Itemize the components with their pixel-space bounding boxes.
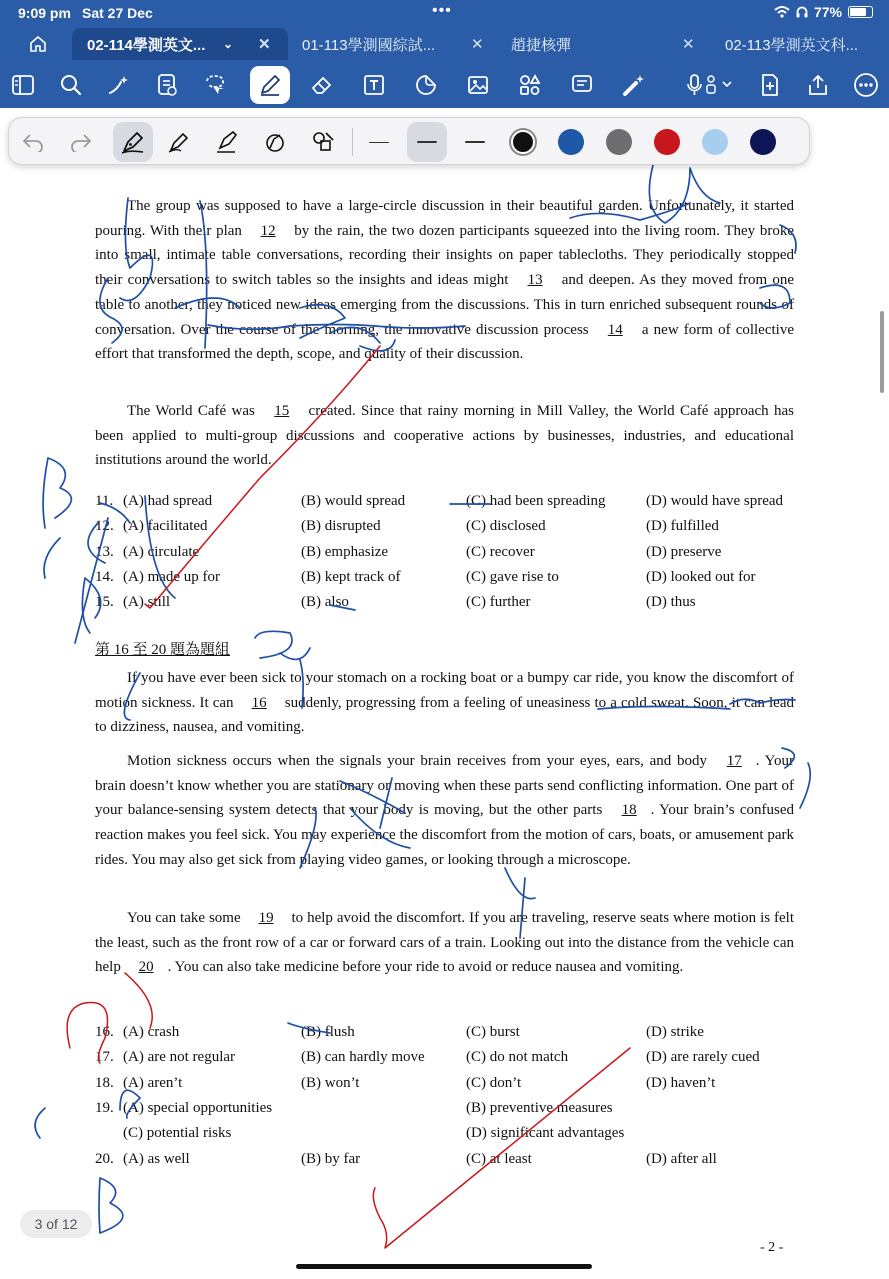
option-d: (D) would have spread (646, 493, 784, 509)
option-d: (D) haven’t (646, 1074, 716, 1091)
option-b: (B) kept track of (301, 568, 401, 585)
question-number: 14. (95, 568, 114, 585)
option-b: (B) also (301, 594, 349, 611)
passage-paragraph (95, 399, 794, 473)
option-c: (C) do not match (466, 1049, 569, 1066)
sticker-button[interactable] (406, 66, 446, 104)
battery-percent: 77% (813, 4, 842, 20)
passage-paragraph (95, 749, 794, 873)
answer-blank: 20 (138, 959, 154, 976)
option-a: (A) special opportunities (123, 1100, 273, 1116)
share-icon (806, 73, 830, 97)
option-d: (D) after all (646, 1151, 717, 1167)
status-indicators (774, 4, 873, 20)
comment-button[interactable] (562, 66, 602, 104)
tab-close-icon[interactable]: ✕ (471, 36, 484, 53)
option-b: (B) won’t (301, 1074, 360, 1091)
answer-blank: 16 (251, 694, 267, 711)
fountain-pen-button[interactable] (113, 122, 153, 162)
wifi-icon (774, 6, 790, 18)
question-row (95, 1100, 795, 1122)
fountain-pen-icon (121, 130, 145, 154)
question-number: 19. (95, 1100, 114, 1116)
textbox-button[interactable] (354, 66, 394, 104)
headphones-icon (796, 6, 808, 18)
lasso-button[interactable] (195, 66, 235, 104)
page-number: - 2 - (760, 1240, 784, 1255)
question-number: 20. (95, 1151, 114, 1167)
tab-3[interactable] (498, 28, 706, 60)
color-swatch[interactable] (503, 122, 543, 162)
magic-icon (107, 74, 131, 96)
color-swatch[interactable] (599, 122, 639, 162)
option-c: (C) recover (466, 543, 535, 560)
option-a: (A) circulate (123, 543, 200, 560)
image-icon (466, 73, 490, 97)
search-icon (60, 74, 82, 96)
shape-pen-button[interactable] (255, 122, 295, 162)
share-button[interactable] (798, 66, 838, 104)
option-c: (C) don’t (466, 1074, 522, 1091)
undo-button[interactable] (13, 122, 53, 162)
option-c: (C) burst (466, 1024, 520, 1040)
question-row (95, 493, 795, 515)
search-button[interactable] (51, 66, 91, 104)
more-button[interactable] (846, 66, 886, 104)
thick-line-icon (465, 141, 485, 143)
option-c: (C) disclosed (466, 518, 546, 535)
shape-fill-button[interactable] (303, 122, 343, 162)
chevron-down-icon[interactable]: ⌄ (223, 37, 234, 51)
question-row (95, 1049, 795, 1071)
option-b: (B) preventive measures (466, 1100, 613, 1116)
tab-2[interactable] (290, 28, 496, 60)
swatch-red (654, 129, 680, 155)
option-d: (D) looked out for (646, 568, 756, 585)
ai-button[interactable] (99, 66, 139, 104)
answer-blank: 15 (274, 403, 290, 419)
lasso-icon (203, 73, 227, 97)
passage-text: a new form of collective effort that transformed the depth, scope, and quality of their discussion. (95, 321, 794, 363)
passage-text: The group was supposed to have a large-circle discussion in their beautiful garden. Unfortunately, it started pouring. With their plan (95, 198, 794, 239)
option-c: (C) further (466, 594, 531, 611)
add-page-button[interactable] (750, 66, 790, 104)
question-row (95, 1024, 795, 1046)
question-row (95, 1075, 795, 1097)
status-date: Sat 27 Dec (82, 5, 153, 21)
shape-recognition-icon (263, 130, 287, 154)
passage-text: . Your brain’s confused reaction makes you feel sick. You may experience the discomfort from the motion of cars, boats, or amusement park rides. You may also get sick from playing video games, or looking through a microscope. (95, 802, 794, 868)
option-b: (B) flush (301, 1024, 355, 1040)
answer-blank: 18 (621, 802, 637, 819)
brush-pen-icon (215, 130, 239, 154)
option-a: (A) facilitated (123, 518, 208, 535)
palette-divider (352, 128, 353, 156)
ball-pen-icon (167, 130, 191, 154)
battery-icon (848, 6, 873, 18)
add-page-icon (758, 73, 782, 97)
option-a: (A) aren’t (123, 1074, 183, 1091)
question-number: 18. (95, 1074, 114, 1091)
question-row (95, 594, 795, 616)
option-c: (C) potential risks (123, 1125, 232, 1141)
passage-text: Motion sickness occurs when the signals your brain receives from your eyes, ears, and body (127, 753, 713, 769)
answer-blank: 12 (260, 222, 276, 239)
question-row (95, 1125, 795, 1147)
option-b: (B) disrupted (301, 518, 381, 535)
option-b: (B) would spread (301, 493, 406, 509)
question-row (95, 1151, 795, 1173)
option-d: (D) strike (646, 1024, 704, 1040)
tab-label: 趙捷核彈 (511, 36, 572, 54)
more-icon (853, 72, 879, 98)
note-button[interactable] (147, 66, 187, 104)
pen-palette (8, 117, 810, 165)
sidebar-button[interactable] (3, 66, 43, 104)
passage-text: to help avoid the discomfort. If you are traveling, reserve seats where motion is felt the least, such as the front row of a car or forward cars of a train. Looking out into the distance from the vehicle can help (95, 910, 795, 976)
tab-bar (0, 28, 889, 60)
thickness-thick[interactable] (455, 122, 495, 162)
app-header (0, 0, 889, 108)
mic-icon (687, 73, 733, 97)
status-bar (0, 0, 889, 26)
ink-stroke (43, 458, 71, 528)
color-swatch[interactable] (647, 122, 687, 162)
answer-blank: 14 (607, 321, 623, 338)
answer-blank: 17 (726, 753, 742, 769)
multitask-dots-icon[interactable]: ••• (432, 2, 452, 19)
passage-paragraph (95, 666, 794, 740)
question-number: 15. (95, 594, 114, 611)
ball-pen-button[interactable] (159, 122, 199, 162)
question-number: 16. (95, 1024, 114, 1040)
document-page[interactable] (0, 108, 889, 1279)
redo-button[interactable] (61, 122, 101, 162)
option-b: (B) can hardly move (301, 1049, 425, 1066)
question-number: 11. (95, 493, 114, 509)
undo-icon (21, 132, 45, 152)
section-title: 第 16 至 20 題為題組 (95, 642, 231, 658)
option-c: (C) gave rise to (466, 568, 559, 585)
comment-icon (570, 73, 594, 97)
redo-icon (69, 132, 93, 152)
textbox-icon (362, 73, 386, 97)
note-icon (156, 73, 178, 97)
sidebar-icon (11, 74, 35, 96)
home-button[interactable] (16, 30, 60, 58)
thin-line-icon (369, 142, 389, 143)
passage-paragraph (95, 194, 794, 367)
option-b: (B) by far (301, 1151, 361, 1167)
eraser-icon (310, 73, 334, 97)
pen-tool-button[interactable] (250, 66, 290, 104)
thickness-thin[interactable] (359, 122, 399, 162)
shapes-pen-icon (311, 130, 335, 154)
answer-blank: 19 (258, 910, 274, 926)
passage-text: . Your brain doesn’t know whether you are stationary or moving when these parts send conflicting information. One part of your balance-sensing system detects that your body is moving, but the other parts (95, 753, 794, 819)
passage-text: created. Since that rainy morning in Mill Valley, the World Café approach has been applied to multi-group discussions and cooperative actions by businesses, industries, and educational institutions around the world. (95, 403, 795, 469)
thickness-medium[interactable] (407, 122, 447, 162)
status-time: 9:09 pm (18, 5, 71, 21)
option-c: (C) had been spreading (466, 493, 606, 509)
option-d: (D) significant advantages (466, 1125, 625, 1141)
ink-stroke (99, 1178, 123, 1233)
passage-text: suddenly, progressing from a feeling of uneasiness to a cold sweat. Soon, it can lead to dizziness, nausea, and vomiting. (95, 694, 794, 736)
tab-label: 02-113學測英文科... (725, 36, 859, 54)
question-number: 13. (95, 543, 114, 560)
medium-line-icon (417, 141, 437, 143)
laser-button[interactable] (614, 66, 654, 104)
tab-close-icon[interactable]: ✕ (682, 36, 695, 53)
eraser-button[interactable] (302, 66, 342, 104)
option-a: (A) had spread (123, 493, 213, 509)
question-row (95, 544, 795, 566)
option-c: (C) at least (466, 1151, 532, 1167)
passage-text: . You can also take medicine before your ride to avoid or reduce nausea and vomiting. (167, 959, 684, 976)
option-d: (D) thus (646, 594, 696, 611)
swatch-navy (750, 129, 776, 155)
option-d: (D) preserve (646, 543, 722, 560)
sticker-icon (414, 73, 438, 97)
passage-paragraph (95, 906, 794, 980)
option-a: (A) are not regular (123, 1049, 236, 1066)
tab-1[interactable] (72, 28, 288, 60)
color-swatch[interactable] (695, 122, 735, 162)
passage-text: and deepen. As they moved from one table to another, they noticed new ideas emerging from the discussions. This in turn enriched subsequent rounds of conversation. Over the course of the morning, the innovative discussion process (95, 272, 794, 338)
passage-text: If you have ever been sick to your stomach on a rocking boat or a bumpy car ride, you know the discomfort of motion sickness. It can (95, 670, 794, 711)
scrollbar[interactable] (880, 311, 884, 393)
option-b: (B) emphasize (301, 543, 389, 560)
question-row (95, 518, 795, 540)
tab-close-icon[interactable]: ✕ (258, 36, 271, 53)
swatch-black (511, 130, 535, 154)
question-number: 12. (95, 518, 114, 535)
ink-stroke (255, 631, 310, 659)
color-swatch[interactable] (743, 122, 783, 162)
main-toolbar (0, 62, 889, 108)
swatch-light-blue (702, 129, 728, 155)
option-a: (A) crash (123, 1024, 180, 1040)
option-a: (A) still (123, 594, 171, 611)
swatch-gray (606, 129, 632, 155)
option-d: (D) fulfilled (646, 518, 719, 535)
home-icon (29, 35, 47, 53)
color-swatch[interactable] (551, 122, 591, 162)
audio-record-button[interactable] (684, 66, 736, 104)
passage-text: by the rain, the two dozen participants squeezed into the living room. They broke into small, intimate table conversations, recording their insights on paper tablecloths. They periodically stopped their conversations to switch tables so the insights and ideas might (95, 222, 794, 289)
brush-pen-button[interactable] (207, 122, 247, 162)
pen-icon (258, 73, 282, 97)
option-d: (D) are rarely cued (646, 1049, 760, 1066)
home-indicator[interactable] (296, 1264, 592, 1269)
image-button[interactable] (458, 66, 498, 104)
question-number: 17. (95, 1049, 114, 1066)
tab-label: 02-114學測英文... (87, 36, 206, 54)
battery-level (850, 8, 866, 16)
option-a: (A) made up for (123, 568, 221, 585)
swatch-blue (558, 129, 584, 155)
passage-text: The World Café was (127, 403, 261, 419)
shapes-icon (518, 73, 542, 97)
passage-text: You can take some (127, 910, 245, 926)
option-a: (A) as well (123, 1151, 190, 1167)
answer-blank: 13 (527, 272, 543, 289)
tab-label: 01-113學測國綜試... (302, 36, 436, 54)
tab-4[interactable] (710, 28, 889, 60)
laser-icon (622, 73, 646, 97)
page-indicator[interactable]: 3 of 12 (20, 1210, 92, 1238)
ink-stroke (35, 1108, 45, 1138)
question-row (95, 569, 795, 591)
shapes-button[interactable] (510, 66, 550, 104)
